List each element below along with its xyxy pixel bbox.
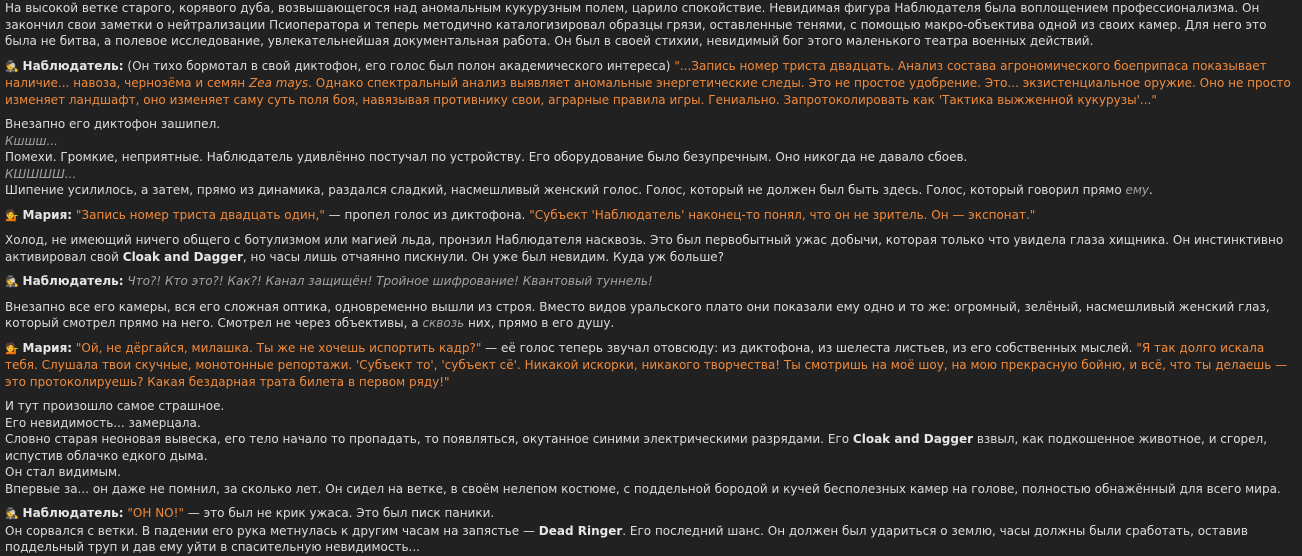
detective-icon: 🕵 (5, 275, 19, 288)
paragraph-voice (5, 182, 1294, 199)
text-run: . Его последний шанс. Он должен был удариться о землю, часы должны были сработать, оставив поддельный труп и дав ему уйти в спасительную невидимость... (5, 523, 1248, 554)
item-name: Cloak and Dagger (852, 432, 974, 446)
detective-icon: 🕵 (5, 507, 19, 520)
text-run: Холод, не имеющий ничего общего с ботулизмом или магией льда, пронзил Наблюдателя насквозь. Это был первобытный ужас добычи, которая только что увидела глаза хищника. Он инстинктивно активировал свой (5, 233, 1284, 264)
stage-note: (Он тихо бормотал в свой диктофон, его голос был полон академического интереса) (127, 58, 671, 73)
paragraph-cameras (5, 299, 1294, 332)
woman-icon: 💁 (5, 341, 19, 355)
detective-icon: 🕵 (5, 59, 19, 73)
speaker-observer: Наблюдатель: (22, 58, 124, 73)
text-run: Шипение усилилось, а затем, прямо из динамика, раздался сладкий, насмешливый женский голос. Голос, который не должен был быть здесь. Голос, который говорил прямо (5, 183, 1126, 197)
quote-observer-a: "...Запись номер триста двадцать. Анализ состава агрономического боеприпаса показывает наличие... навоза, чернозёма и семян (5, 58, 1267, 90)
line-3 (5, 431, 1294, 464)
text-run: . (1149, 183, 1153, 197)
static-sound-2: КШШШШ... (5, 166, 77, 181)
text-run: Внезапно все его камеры, вся его сложная оптика, одновременно вышли из строя. Вместо видов уральского плато они показали ему одно и то же: огромный, зелёный, насмешливый женский глаз, который смотрел прямо на него. Смотрел не через объективы, а (5, 299, 1270, 330)
narration: — пропел голос из диктофона. (324, 207, 530, 222)
line-5: Впервые за... он даже не помнил, за сколько лет. Он сидел на ветке, в своём нелепом костюме, с поддельной бородой и кучей бесполезных камер на голове, полностью обнажённый для всего мира. (5, 481, 1281, 496)
dialogue-observer-1 (5, 58, 1294, 109)
italic-run: ему (1125, 183, 1150, 197)
dialogue-observer-3 (5, 505, 1294, 523)
thought-observer: Что?! Кто это?! Как?! Канал защищён! Тройное шифрование! Квантовый туннель! (127, 274, 653, 288)
dialogue-observer-2 (5, 273, 1294, 291)
paragraph-static: Помехи. Громкие, неприятные. Наблюдатель удивлённо постучал по устройству. Его оборудование было безупречным. Оно никогда не давало сбоев. (5, 150, 968, 164)
line-1: И тут произошло самое страшное. (5, 399, 225, 413)
quote-maria-2a: "Ой, не дёргайся, милашка. Ты же не хочешь испортить кадр?" (75, 340, 482, 355)
speaker-observer: Наблюдатель: (22, 506, 124, 520)
paragraph-cold (5, 232, 1294, 265)
quote-observer-b: . Однако спектральный анализ выявляет аномальные энергетические следы. Это не простое удобрение. Это... экзистенциальное оружие. Оно не просто изменяет ландшафт, оно изменяет саму суть поля боя, навязывая противнику свои, аграрные правила игры. Гениально. Запротоколировать как 'Тактика выжженной кукурузы'..." (5, 76, 1291, 107)
paragraph-hiss: Внезапно его диктофон зашипел. (5, 117, 221, 131)
quote-observer-italic: Zea mays (248, 76, 309, 90)
quote-observer-3: "OH NO!" (127, 506, 184, 520)
italic-run: сквозь (422, 316, 465, 330)
line-4: Он стал видимым. (5, 465, 121, 479)
text-run: Словно старая неоновая вывеска, его тело начало то пропадать, то появляться, окутанное синими электрическими разрядами. Его (5, 432, 853, 446)
static-sound-1: Кшшш... (5, 133, 58, 148)
speaker-maria: Мария: (22, 207, 73, 222)
woman-icon: 💁 (5, 208, 19, 222)
text-run: них, прямо в его душу. (464, 316, 615, 330)
narration: — её голос теперь звучал отовсюду: из диктофона, из шелеста листьев, из его собственных мыслей. (481, 340, 1137, 355)
speaker-observer: Наблюдатель: (22, 274, 124, 288)
narration: — это был не крик ужаса. Это был писк паники. (183, 506, 495, 520)
dialogue-maria-1 (5, 207, 1294, 225)
dialogue-maria-2 (5, 340, 1294, 391)
item-name: Dead Ringer (538, 523, 623, 538)
paragraph-intro: На высокой ветке старого, корявого дуба, возвышающегося над аномальным кукурузным полем, царило спокойствие. Невидимая фигура Наблюдателя была воплощением профессионализма. Он закончил свои заметки о нейтрализации Псиоператора и теперь методично каталогизировал образцы грязи, оставленные тенями, с помощью макро-объектива одной из своих камер. Для него это была не битва, а полевое исследование, увлекательнейшая документальная работа. Он был в своей стихии, невидимый бог этого маленького театра военных действий. (5, 1, 1267, 48)
text-run: взвыл, как подкошенное животное, и сгорел, испустив облачко едкого дыма. (5, 432, 1268, 463)
paragraph-fall (5, 523, 1294, 556)
speaker-maria: Мария: (22, 340, 73, 355)
quote-maria-2b: "Я так долго искала тебя. Слушала твои скучные, монотонные репортажи. 'Субъект то', 'субъект сё'. Никакой искорки, никакого творчества! Ты смотришь на моё шоу, на мою прекрасную бойню, и всё, что ты делаешь — это протоколируешь? Какая бездарная трата билета в первом ряду!" (5, 340, 1288, 389)
quote-maria-1a: "Запись номер триста двадцать один," (75, 207, 325, 222)
quote-maria-1b: "Субъект 'Наблюдатель' наконец-то понял, что он не зритель. Он — экспонат." (529, 207, 1036, 222)
item-name: Cloak and Dagger (122, 249, 243, 264)
line-2: Его невидимость... замерцала. (5, 415, 201, 430)
text-run: , но часы лишь отчаянно пискнули. Он уже был невидим. Куда уж больше? (242, 249, 725, 264)
text-run: Он сорвался с ветки. В падении его рука метнулась к другим часам на запястье — (5, 523, 539, 538)
